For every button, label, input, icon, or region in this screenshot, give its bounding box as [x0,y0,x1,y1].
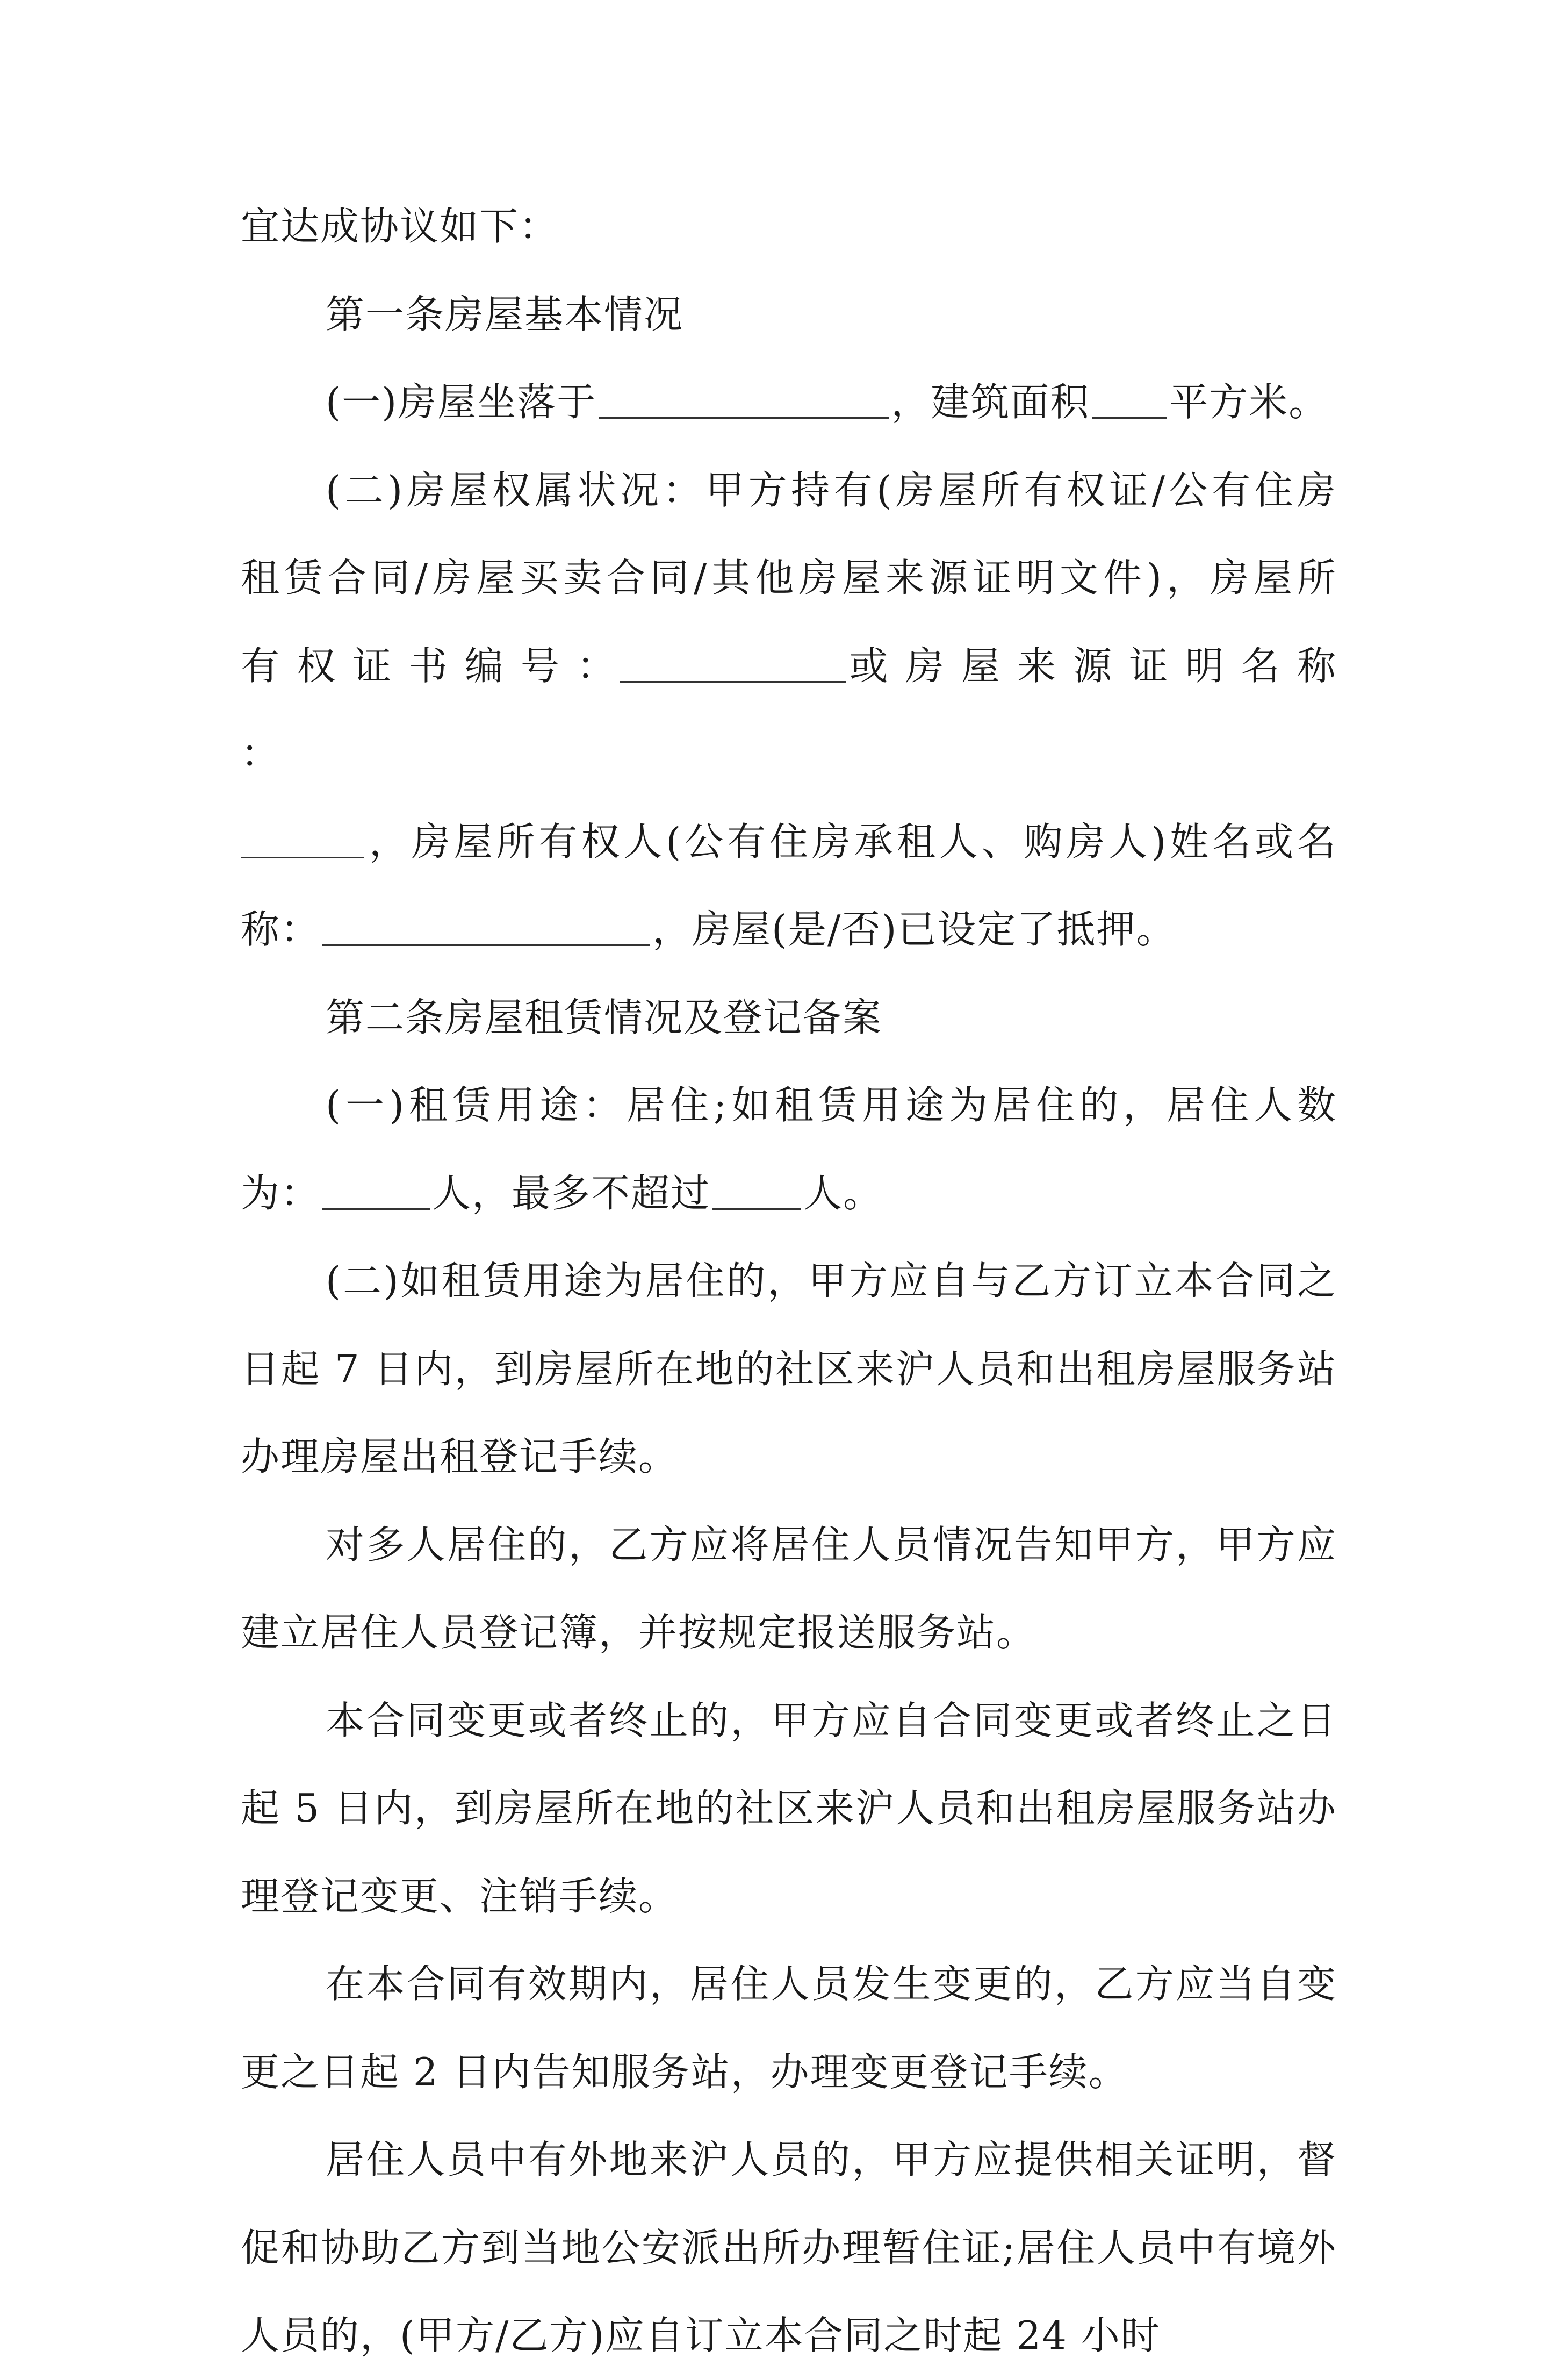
contract-body [241,183,1337,2380]
article-2-clause-6: 居住人员中有外地来沪人员的，甲方应提供相关证明，督促和协助乙方到当地公安派出所办理暂住证;居住人员中有境外人员的，(甲方/乙方)应自订立本合同之时起 24 小时 [241,2137,1337,2358]
article-2-clause-4: 本合同变更或者终止的，甲方应自合同变更或者终止之日起 5 日内，到房屋所在地的社区来沪人员和出租房屋服务站办理登记变更、注销手续。 [241,1697,1337,1919]
intro-line [241,183,1337,271]
article-1-title: 第一条房屋基本情况 [326,291,684,337]
source-name-blank[interactable] [241,818,364,858]
clause-text: 或 房 屋 来 源 证 明 名 称 ： [241,643,1337,776]
article-1-heading [241,271,1337,359]
clause-text: 平方米。 [1169,379,1329,425]
clause-line [241,798,1337,886]
clause-line [241,1062,1337,1150]
clause-text: 人，最多不超过 [432,1170,711,1216]
area-blank[interactable] [1092,378,1167,419]
article-2-clause-1 [241,1062,1337,1237]
clause-line [241,886,1337,974]
clause-text: (二)房屋权属状况：甲方持有(房屋所有权证/公有住房 [326,467,1337,513]
clause-text: ，建筑面积 [891,379,1090,425]
clause-text: 租赁合同/房屋买卖合同/其他房屋来源证明文件)，房屋所 [241,555,1337,600]
article-1-clause-2 [241,447,1337,974]
article-2-heading [241,974,1337,1062]
intro-text: 宜达成协议如下： [241,204,559,249]
clause-text: 称： [241,907,321,952]
certificate-number-blank[interactable] [620,642,846,683]
article-2-clause-2: (二)如租赁用途为居住的，甲方应自与乙方订立本合同之日起 7 日内，到房屋所在地的社区来沪人员和出租房屋服务站办理房屋出租登记手续。 [241,1258,1337,1479]
article-2-clause-3: 对多人居住的，乙方应将居住人员情况告知甲方，甲方应建立居住人员登记簿，并按规定报送服务站。 [241,1522,1337,1655]
clause-line [241,447,1337,535]
clause-text: 为： [241,1170,321,1216]
article-1-clause-1 [241,359,1337,447]
clause-text: 人。 [803,1170,883,1216]
clause-text: (一)房屋坐落于 [326,379,597,425]
clause-text: 有 权 证 书 编 号 ： [241,643,618,689]
owner-name-blank[interactable] [322,906,650,946]
clause-text: ，房屋所有权人(公有住房承租人、购房人)姓名或名 [366,819,1337,864]
location-blank[interactable] [599,378,889,419]
max-resident-blank[interactable] [712,1170,801,1210]
clause-line [241,534,1337,622]
clause-text: ，房屋(是/否)已设定了抵押。 [652,907,1176,952]
article-2-title: 第二条房屋租赁情况及登记备案 [326,994,883,1040]
resident-count-blank[interactable] [322,1170,430,1210]
article-2-clause-5: 在本合同有效期内，居住人员发生变更的，乙方应当自变更之日起 2 日内告知服务站，办理变更登记手续。 [241,1961,1337,2095]
clause-line [241,1150,1337,1238]
clause-text: (一)租赁用途：居住;如租赁用途为居住的，居住人数 [326,1083,1337,1128]
clause-line [241,622,1337,798]
